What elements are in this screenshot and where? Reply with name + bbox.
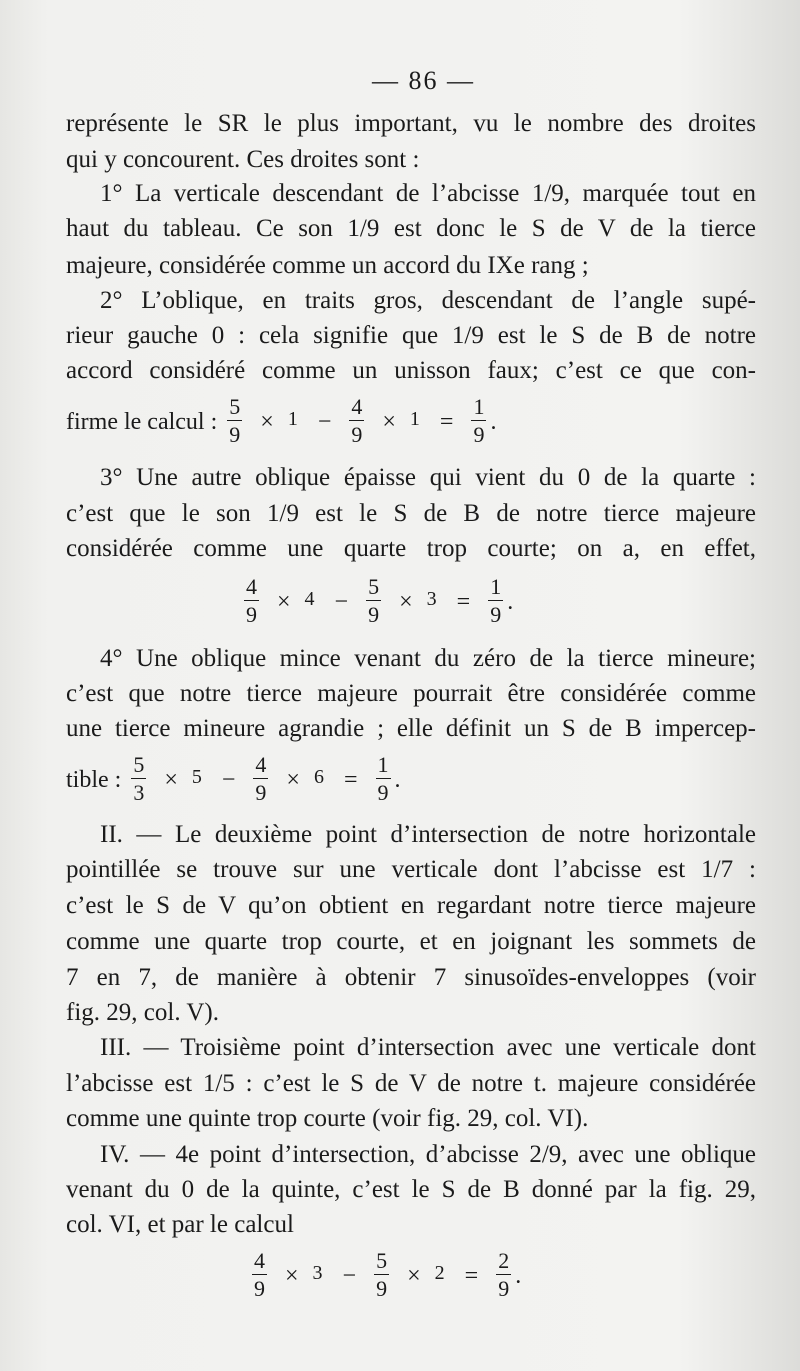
- fraction: $\frac{2}{9}$: [498, 1248, 510, 1302]
- text-line: l’abcisse est 1/5 : c’est le S de V de notre t. majeure considérée: [66, 1070, 756, 1097]
- fraction: $\frac{1}{9}$: [490, 574, 502, 628]
- text-line: qui y concourent. Ces droites sont :: [66, 146, 420, 173]
- text-line: haut du tableau. Ce son 1/9 est donc le S de V de la tierce: [66, 215, 756, 242]
- fraction: $\frac{1}{9}$: [473, 394, 485, 448]
- text-line: c’est le S de V qu’on obtient en regardant notre tierce majeure: [66, 892, 756, 919]
- equation-4: $\frac{4}{9}$ × 3 − $\frac{5}{9}$ × 2 = $\frac{2}{9}$ .: [254, 1248, 522, 1302]
- text-line: c’est que notre tierce majeure pourrait être considérée comme: [66, 680, 756, 707]
- fraction: $\frac{5}{3}$: [133, 752, 145, 806]
- equation-3: tible : $\frac{5}{3}$ × 5 − $\frac{4}{9}$ × 6 = $\frac{1}{9}$ .: [66, 752, 401, 806]
- fraction: $\frac{4}{9}$: [255, 752, 267, 806]
- text-line: fig. 29, col. V).: [66, 999, 219, 1026]
- text-line: 1° La verticale descendant de l’abcisse 1/9, marquée tout en: [100, 180, 756, 207]
- text-line: rieur gauche 0 : cela signifie que 1/9 est le S de B de notre: [66, 322, 756, 349]
- text-line: pointillée se trouve sur une verticale dont l’abcisse est 1/7 :: [66, 856, 756, 883]
- text-line: 7 en 7, de manière à obtenir 7 sinusoïdes-enveloppes (voir: [66, 964, 756, 991]
- text-line: accord considéré comme un unisson faux; c’est ce que con-: [66, 357, 756, 384]
- fraction: $\frac{5}{9}$: [368, 574, 380, 628]
- equation-lead-text: firme le calcul :: [66, 409, 218, 435]
- text-line: IV. — 4e point d’intersection, d’abcisse 2/9, avec une oblique: [100, 1141, 756, 1168]
- text-line: comme une quinte trop courte (voir fig. 29, col. VI).: [66, 1105, 589, 1132]
- text-line: c’est que le son 1/9 est le S de B de notre tierce majeure: [66, 500, 756, 527]
- text-line: considérée comme une quarte trop courte; on a, en effet,: [66, 535, 756, 562]
- fraction: $\frac{5}{9}$: [376, 1248, 388, 1302]
- text-line: 3° Une autre oblique épaisse qui vient du 0 de la quarte :: [100, 464, 756, 491]
- equation-1: firme le calcul : $\frac{5}{9}$ × 1 − $\frac{4}{9}$ × 1 = $\frac{1}{9}$ .: [66, 394, 497, 448]
- fraction: $\frac{4}{9}$: [351, 394, 363, 448]
- text-line: 2° L’oblique, en traits gros, descendant de l’angle supé-: [100, 287, 756, 314]
- text-line: 4° Une oblique mince venant du zéro de la tierce mineure;: [100, 645, 756, 672]
- equation-2: $\frac{4}{9}$ × 4 − $\frac{5}{9}$ × 3 = $\frac{1}{9}$ .: [246, 574, 514, 628]
- text-line: comme une quarte trop courte, et en joignant les sommets de: [66, 928, 756, 955]
- text-line: majeure, considérée comme un accord du IXe rang ;: [66, 252, 589, 279]
- text-line: col. VI, et par le calcul: [66, 1211, 294, 1238]
- fraction: $\frac{1}{9}$: [377, 752, 389, 806]
- fraction: $\frac{4}{9}$: [246, 574, 257, 628]
- text-line: une tierce mineure agrandie ; elle définit un S de B impercep-: [66, 715, 756, 742]
- equation-lead-text: tible :: [66, 767, 122, 793]
- page-number: — 86 —: [372, 66, 475, 95]
- text-line: III. — Troisième point d’intersection avec une verticale dont: [100, 1034, 756, 1061]
- text-line: venant du 0 de la quinte, c’est le S de B donné par la fig. 29,: [66, 1176, 756, 1203]
- fraction: $\frac{4}{9}$: [254, 1248, 265, 1302]
- fraction: $\frac{5}{9}$: [229, 394, 241, 448]
- text-line: représente le SR le plus important, vu le nombre des droites: [66, 110, 756, 137]
- text-line: II. — Le deuxième point d’intersection de notre horizontale: [100, 821, 756, 848]
